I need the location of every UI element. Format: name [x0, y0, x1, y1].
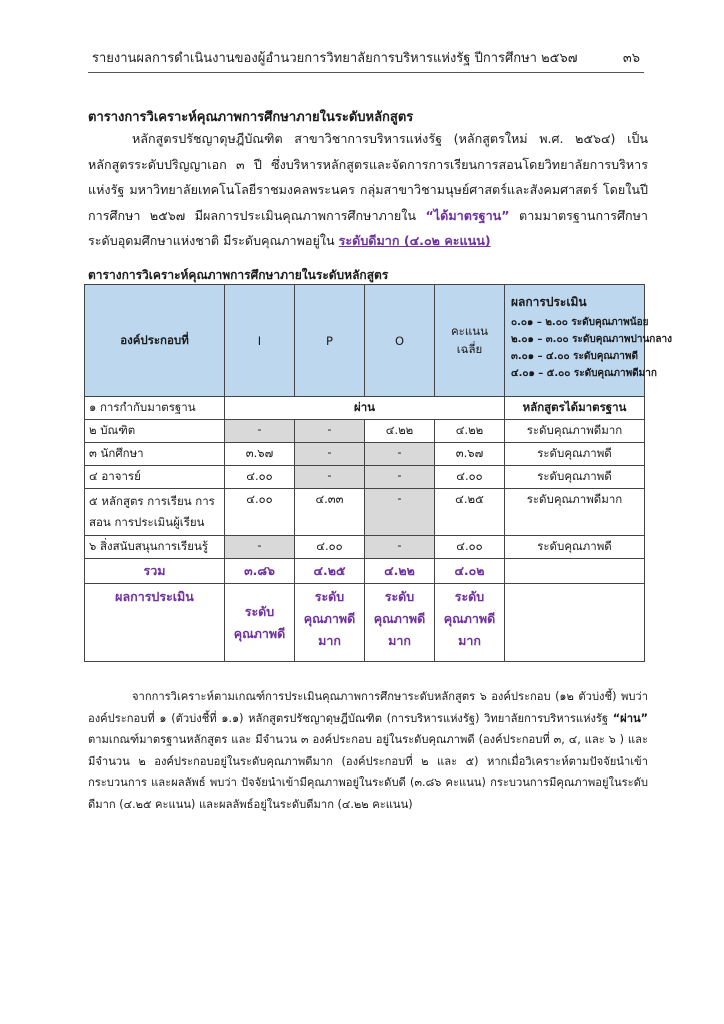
row-component: ๑ การกำกับมาตรฐาน — [85, 397, 225, 420]
cell-avg: ๔.๒๕ — [435, 489, 505, 536]
row-result: ระดับคุณภาพดีมาก — [505, 489, 645, 536]
evaluation-p: ระดับคุณภาพดีมาก — [295, 584, 365, 662]
evaluation-row — [85, 584, 645, 662]
row-result: ระดับคุณภาพดีมาก — [505, 420, 645, 443]
header-title: รายงานผลการดำเนินงานของผู้อำนวยการวิทยาลัยการบริหารแห่งรัฐ ปีการศึกษา ๒๕๖๗ — [92, 51, 578, 66]
header-rule — [88, 72, 644, 73]
intro-highlight: “ได้มาตรฐาน” — [425, 207, 510, 223]
col-header-o: O — [365, 285, 435, 397]
summary-paragraph — [88, 686, 648, 816]
row-component: ๕ หลักสูตร การเรียน การสอน การประเมินผู้เรียน — [85, 489, 225, 536]
row-result: ระดับคุณภาพดี — [505, 536, 645, 559]
legend-item: ๓.๐๑ – ๔.๐๐ ระดับคุณภาพดี — [511, 351, 638, 362]
total-i: ๓.๘๖ — [225, 559, 295, 584]
summary-text-2: ตามเกณฑ์มาตรฐานหลักสูตร และ มีจำนวน ๓ องค์ประกอบ อยู่ในระดับคุณภาพดี (องค์ประกอบที่ ๓, ๔, และ ๖ ) และมีจำนวน ๒ องค์ประกอบอยู่ในระดับคุณภาพดีมาก (องค์ประกอบที่ ๒ และ ๕) หากเมื่อวิเคราะห์ตามปัจจัยนำเข้า กระบวนการ และผลลัพธ์ พบว่า ปัจจัยนำเข้ามีคุณภาพอยู่ในระดับดี (๓.๘๖ คะแนน) กระบวนการมีคุณภาพอยู่ในระดับดีมาก (๔.๒๕ คะแนน) และผลลัพธ์อยู่ในระดับดีมาก (๔.๒๒ คะแนน) — [88, 733, 648, 811]
merged-result: ผ่าน — [225, 397, 505, 420]
cell-p: ๔.๐๐ — [295, 536, 365, 559]
intro-text: หลักสูตรปรัชญาดุษฎีบัณฑิต สาขาวิชาการบริหารแห่งรัฐ (หลักสูตรใหม่ พ.ศ. ๒๕๖๔) เป็นหลักสูตรระดับปริญญาเอก ๓ ปี ซึ่งบริหารหลักสูตรและจัดการการเรียนการสอนโดยวิทยาลัยการบริหารแห่งรัฐ มหาวิทยาลัยเทคโนโลยีราชมงคลพระนคร กลุ่มสาขาวิชามนุษย์ศาสตร์และสังคมศาสตร์ โดยในปีการศึกษา ๒๕๖๗ มีผลการประเมินคุณภาพการศึกษาภายใน — [88, 131, 648, 223]
intro-text-2: ตามมาตรฐานการศึกษาระดับอุดมศึกษาแห่งชาติ มีระดับคุณภาพอยู่ใน — [88, 207, 648, 249]
col-header-result — [505, 285, 672, 397]
total-avg: ๔.๐๒ — [435, 559, 505, 584]
intro-level: ระดับดีมาก (๔.๐๒ คะแนน) — [338, 233, 491, 249]
cell-o: ๔.๒๒ — [365, 420, 435, 443]
summary-bold: “ผ่าน” — [612, 711, 648, 725]
total-o: ๔.๒๒ — [365, 559, 435, 584]
cell-i: ๔.๐๐ — [225, 489, 295, 536]
cell-i: ๔.๐๐ — [225, 466, 295, 489]
col-header-p: P — [295, 285, 365, 397]
cell-o: - — [365, 443, 435, 466]
row-component: ๒ บัณฑิต — [85, 420, 225, 443]
evaluation-i: ระดับคุณภาพดี — [225, 584, 295, 662]
cell-avg: ๔.๐๐ — [435, 466, 505, 489]
row-component: ๔ อาจารย์ — [85, 466, 225, 489]
table-row — [85, 466, 645, 489]
cell-o: - — [365, 489, 435, 536]
total-label: รวม — [85, 559, 225, 584]
total-result — [505, 559, 645, 584]
cell-p: - — [295, 420, 365, 443]
cell-avg: ๔.๒๒ — [435, 420, 505, 443]
cell-i: - — [225, 420, 295, 443]
cell-p: - — [295, 466, 365, 489]
intro-paragraph — [88, 126, 648, 254]
legend-item: ๐.๐๑ – ๒.๐๐ ระดับคุณภาพน้อย — [511, 317, 649, 328]
col-header-avg-line2: เฉลี่ย — [456, 341, 483, 356]
cell-o: - — [365, 466, 435, 489]
row-result: ระดับคุณภาพดี — [505, 466, 645, 489]
summary-text-1: จากการวิเคราะห์ตามเกณฑ์การประเมินคุณภาพการศึกษาระดับหลักสูตร ๖ องค์ประกอบ (๑๒ ตัวบ่งชี้) พบว่าองค์ประกอบที่ ๑ (ตัวบ่งชี้ที่ ๑.๑) หลักสูตรปรัชญาดุษฎีบัณฑิต (การบริหารแห่งรัฐ) วิทยาลัยการบริหารแห่งรัฐ — [88, 690, 648, 725]
col-header-avg — [435, 285, 505, 397]
cell-avg: ๓.๖๗ — [435, 443, 505, 466]
cell-p: ๔.๓๓ — [295, 489, 365, 536]
table-row — [85, 443, 645, 466]
result-header-title: ผลการประเมิน — [511, 295, 587, 309]
evaluation-result — [505, 584, 645, 662]
table-header-row — [85, 285, 645, 397]
table-caption: ตารางการวิเคราะห์คุณภาพการศึกษาภายในระดับหลักสูตร — [88, 268, 389, 282]
cell-o: - — [365, 536, 435, 559]
page-number: ๓๖ — [622, 51, 640, 66]
legend-item: ๒.๐๑ – ๓.๐๐ ระดับคุณภาพปานกลาง — [511, 334, 672, 345]
evaluation-label: ผลการประเมิน — [85, 584, 225, 662]
table-row — [85, 397, 645, 420]
row-component: ๓ นักศึกษา — [85, 443, 225, 466]
cell-i: ๓.๖๗ — [225, 443, 295, 466]
col-header-component: องค์ประกอบที่ — [85, 285, 225, 397]
col-header-avg-line1: คะแนน — [450, 323, 488, 338]
cell-i: - — [225, 536, 295, 559]
evaluation-table — [84, 284, 672, 662]
row-result: ระดับคุณภาพดี — [505, 443, 645, 466]
table-row — [85, 536, 645, 559]
section-title: ตารางการวิเคราะห์คุณภาพการศึกษาภายในระดับหลักสูตร — [88, 110, 414, 125]
evaluation-o: ระดับคุณภาพดีมาก — [365, 584, 435, 662]
table-row — [85, 489, 645, 536]
page-header — [88, 47, 644, 73]
table-row — [85, 420, 645, 443]
evaluation-avg: ระดับคุณภาพดีมาก — [435, 584, 505, 662]
row-result: หลักสูตรได้มาตรฐาน — [505, 397, 645, 420]
col-header-i: I — [225, 285, 295, 397]
cell-p: - — [295, 443, 365, 466]
total-p: ๔.๒๕ — [295, 559, 365, 584]
total-row — [85, 559, 645, 584]
cell-avg: ๔.๐๐ — [435, 536, 505, 559]
row-component: ๖ สิ่งสนับสนุนการเรียนรู้ — [85, 536, 225, 559]
legend-item: ๔.๐๑ – ๕.๐๐ ระดับคุณภาพดีมาก — [511, 368, 657, 379]
